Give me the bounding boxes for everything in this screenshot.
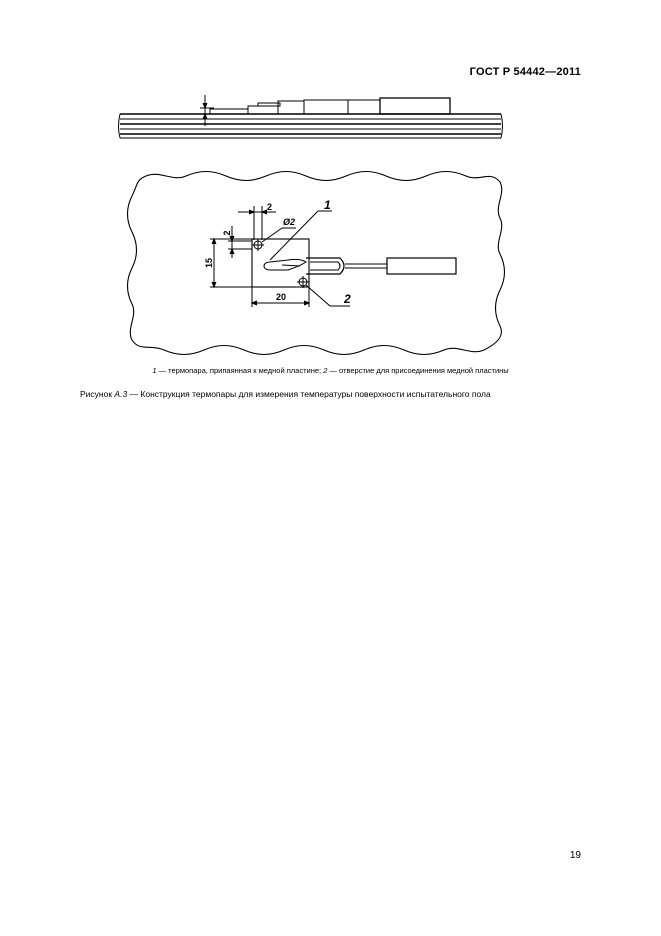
dim-top-2: 2 [267, 202, 273, 212]
caption-number: А.3 [114, 389, 128, 399]
figure-caption [80, 389, 491, 399]
legend-item-2-text: — отверстие для присоединения медной пластины [327, 366, 509, 375]
page-number: 19 [569, 850, 581, 861]
dim-diameter: Ø2 [283, 217, 296, 227]
callout-1: 1 [324, 198, 331, 212]
copper-plate-top-view [210, 206, 456, 307]
legend-item-1-text: — термопара, припаянная к медной пластине; [156, 366, 324, 375]
standard-header: ГОСТ Р 54442—2011 [469, 66, 581, 78]
wavy-break-frame [128, 172, 505, 355]
dim-height-15: 15 [204, 257, 214, 269]
figure-legend [0, 366, 661, 375]
figure-drawing [0, 0, 661, 380]
floor-section-side-view [119, 95, 503, 138]
caption-prefix: Рисунок [80, 389, 115, 399]
dim-left-2: 2 [222, 230, 232, 236]
legend-item-2-number: 2 [323, 366, 328, 375]
dim-width-20: 20 [275, 292, 287, 302]
caption-text: — Конструкция термопары для измерения температуры поверхности испытательного пола [127, 389, 491, 399]
legend-item-1-number: 1 [152, 366, 157, 375]
callout-2: 2 [344, 292, 351, 306]
